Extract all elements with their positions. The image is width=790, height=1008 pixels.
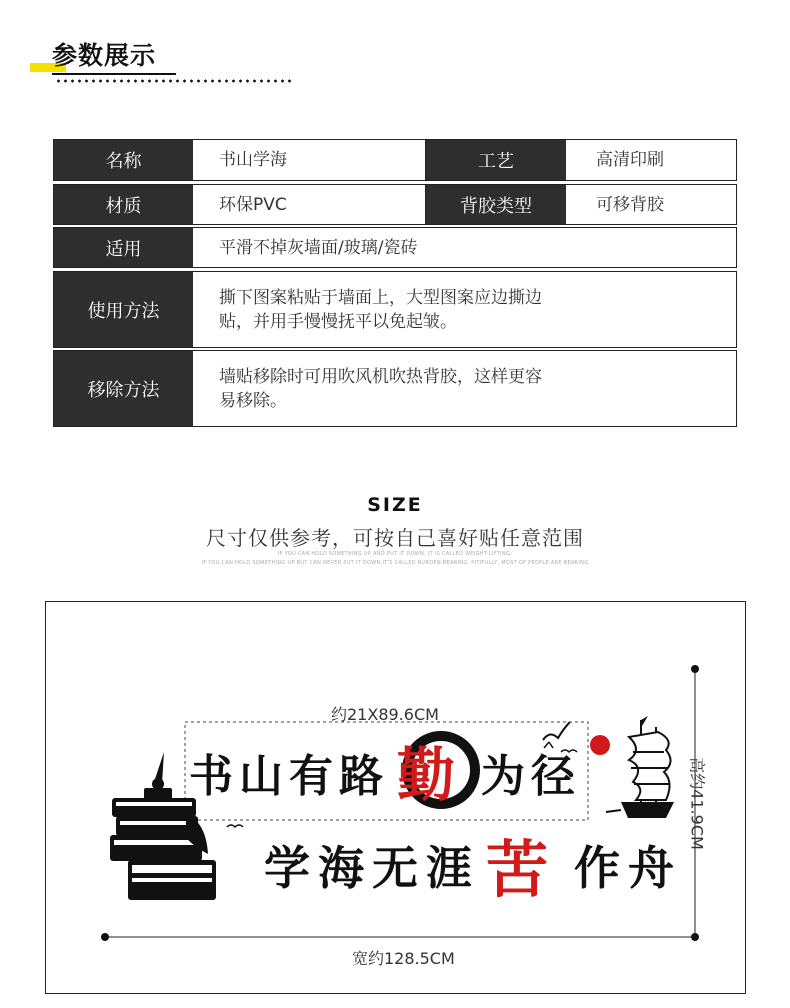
size-heading: [0, 494, 790, 516]
param-value: 可移背胶: [596, 194, 664, 215]
param-value: [193, 351, 736, 426]
dotted-divider: [55, 79, 291, 83]
height-dim-dot-top: [691, 665, 699, 673]
param-value-line: 墙贴移除时可用吹风机吹热背胶，这样更容: [219, 366, 542, 387]
param-value: 高清印刷: [596, 150, 664, 170]
calligraphy-line-2: [264, 828, 694, 906]
param-row-material: [53, 184, 737, 225]
header-underline: [52, 73, 176, 75]
param-value-line: 撕下图案粘贴于墙面上，大型图案应边撕边: [219, 287, 542, 308]
size-tag-text: SIZE: [367, 494, 423, 516]
inner-dimension-label: 约21X89.6CM: [331, 705, 439, 724]
param-key: 背胶类型: [426, 185, 566, 224]
calligraphy-char: 书: [189, 751, 233, 802]
section-header: [52, 36, 156, 72]
product-preview: [45, 601, 746, 994]
calligraphy-char: 无: [372, 841, 418, 895]
param-key: 材质: [54, 185, 193, 224]
sun-dot: [590, 735, 610, 755]
calligraphy-char-accent: 勤: [397, 741, 456, 809]
param-row-name: [53, 139, 737, 181]
calligraphy-char: 有: [289, 751, 333, 802]
calligraphy-char: 为: [481, 751, 525, 802]
param-key: 使用方法: [54, 272, 193, 347]
param-row-removal: [53, 350, 737, 427]
height-dimension-label: 高约41.9CM: [687, 757, 707, 850]
width-dimension-label: 宽约128.5CM: [352, 949, 455, 968]
param-value: 平滑不掉灰墙面/玻璃/瓷砖: [219, 237, 418, 258]
calligraphy-char: 径: [531, 751, 575, 802]
param-value: [193, 272, 736, 347]
calligraphy-char: 作: [574, 841, 620, 895]
calligraphy-char: 舟: [628, 841, 674, 895]
fine-print: IF YOU CAN HOLD SOMETHING UP BUT CAN NEVER PUT IT DOWN,IT'S CALLED BURDEN-BEARING. PITIFULLY, MOST OF PEOPLE ARE BEARING: [201, 560, 589, 566]
fine-print: IF YOU CAN HOLD SOMETHING UP AND PUT IT DOWN, IT IS CALLED WEIGHT-LIFTING;: [277, 551, 513, 557]
param-value-line: 贴，并用手慢慢抚平以免起皱。: [219, 311, 457, 332]
width-dim-dot-left: [101, 933, 109, 941]
section-title: 参数展示: [52, 41, 157, 70]
param-key: 移除方法: [54, 351, 193, 426]
param-value: 环保PVC: [193, 185, 426, 224]
calligraphy-char: 学: [264, 841, 310, 895]
ship-illustration: [606, 716, 674, 818]
param-row-usage: [53, 227, 737, 268]
calligraphy-char: 涯: [426, 841, 472, 895]
param-key: 工艺: [426, 140, 566, 180]
calligraphy-char: 山: [239, 751, 283, 802]
param-value-line: 易移除。: [219, 390, 287, 411]
param-key: 名称: [54, 140, 193, 180]
calligraphy-char: 海: [318, 841, 364, 895]
calligraphy-line-1: [189, 740, 589, 809]
bird-icon: [543, 722, 570, 740]
calligraphy-char: 路: [339, 751, 383, 802]
size-tag: [367, 494, 423, 516]
size-subtitle: 尺寸仅供参考，可按自己喜好贴任意范围: [206, 526, 584, 550]
param-value: 书山学海: [193, 140, 426, 180]
calligraphy-char-accent: 苦: [486, 833, 549, 906]
bird-icon: [227, 825, 243, 827]
param-row-method: [53, 271, 737, 348]
param-key: 适用: [54, 228, 193, 267]
